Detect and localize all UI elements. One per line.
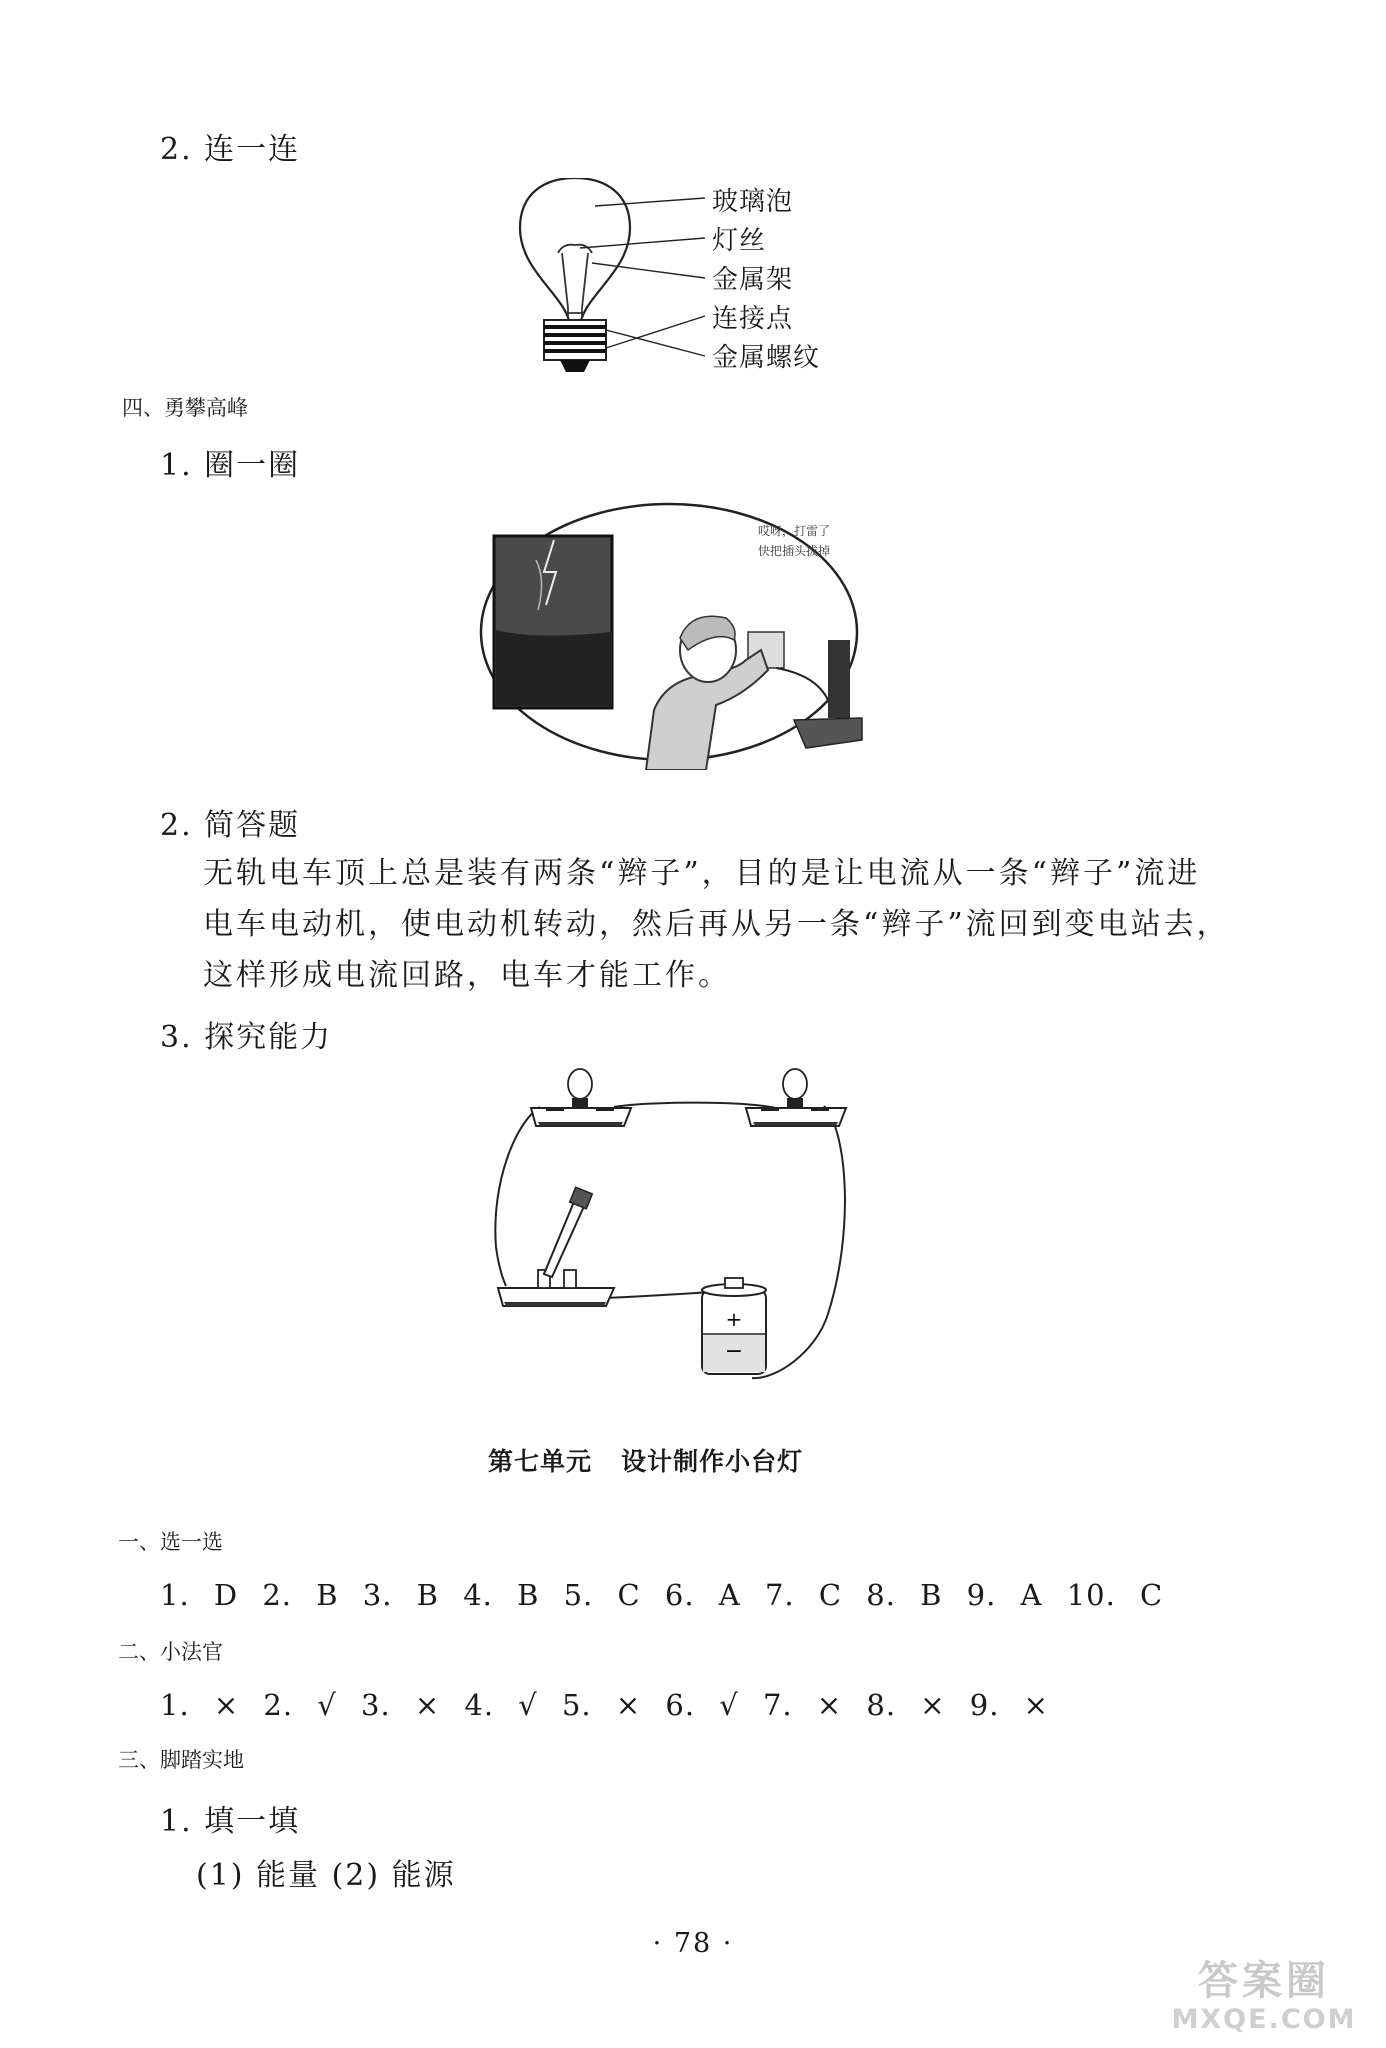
watermark-logo	[1148, 1958, 1380, 2042]
item-heading-short-answer: 2. 简答题	[160, 808, 301, 843]
watermark-logo-text: 答案圈	[1198, 1958, 1330, 2004]
bulb-label-contact: 连接点	[712, 304, 794, 334]
bulb-label-list	[712, 183, 820, 378]
battery-plus-sign: +	[725, 1307, 743, 1331]
section-heading-judge: 二、小法官	[118, 1640, 223, 1664]
watermark-url: MXQE.COM	[1171, 2004, 1357, 2035]
lamp-right	[746, 1069, 846, 1126]
item-heading-fill: 1. 填一填	[160, 1804, 301, 1839]
speech-line-1: 哎呀，打雷了	[758, 524, 831, 538]
circuit-diagram	[476, 1062, 866, 1382]
lamp-left	[531, 1069, 631, 1126]
section-heading-practice: 三、脚踏实地	[118, 1748, 244, 1772]
bulb-filament	[558, 245, 592, 308]
item-heading-circle: 1. 圈一圈	[160, 448, 301, 483]
bulb-label-glass: 玻璃泡	[712, 187, 794, 217]
item-heading-explore: 3. 探究能力	[160, 1020, 333, 1055]
tv-set	[828, 640, 850, 718]
item-heading-connect: 2. 连一连	[160, 132, 301, 167]
circuit-wires	[495, 1103, 845, 1378]
judge-answers: 1. × 2. √ 3. × 4. √ 5. × 6. √ 7. × 8. × 9. ×	[160, 1688, 1049, 1722]
section-heading-climb: 四、勇攀高峰	[122, 396, 248, 420]
cartoon-speech-text	[758, 521, 830, 561]
battery-minus-sign: −	[724, 1339, 744, 1364]
knife-switch	[498, 1187, 614, 1306]
battery-cell	[702, 1278, 766, 1374]
page-number: · 78 ·	[652, 1928, 734, 1959]
section-heading-choose: 一、选一选	[118, 1530, 223, 1554]
choice-answers: 1. D 2. B 3. B 4. B 5. C 6. A 7. C 8. B 9. A 10. C	[160, 1578, 1164, 1612]
bulb-label-thread: 金属螺纹	[712, 343, 821, 373]
unit-title: 第七单元 设计制作小台灯	[488, 1447, 804, 1476]
bulb-metal-frame	[566, 308, 584, 318]
short-answer-text: 无轨电车顶上总是装有两条“辫子”，目的是让电流从一条“辫子”流进电车电动机，使电动机转动，然后再从另一条“辫子”流回到变电站去，这样形成电流回路，电车才能工作。	[203, 856, 1230, 993]
speech-line-2: 快把插头拔掉	[758, 544, 831, 558]
fill-answer: (1) 能量 (2) 能源	[196, 1858, 456, 1893]
bulb-label-filament: 灯丝	[712, 226, 767, 256]
bulb-metal-thread	[544, 320, 606, 372]
bulb-label-frame: 金属架	[712, 265, 794, 295]
